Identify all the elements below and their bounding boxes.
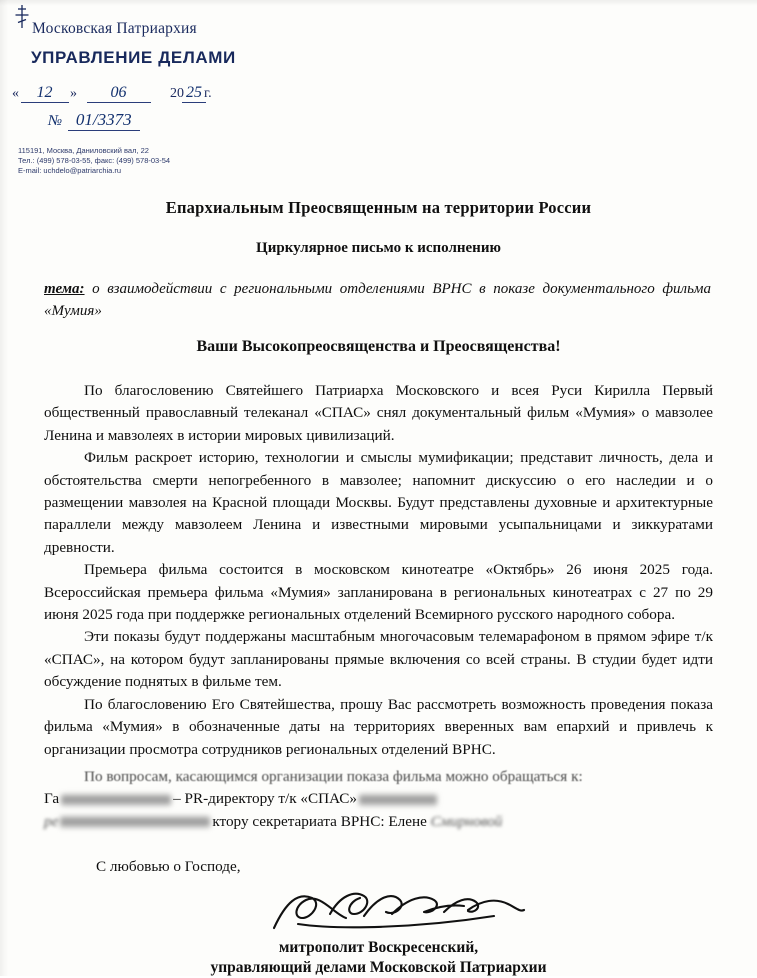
date-month-value: 06 (89, 84, 149, 102)
document-number-value: 01/3373 (70, 110, 138, 130)
department-name: УПРАВЛЕНИЕ ДЕЛАМИ (31, 48, 236, 67)
contact-name-start-2: ре (44, 812, 59, 830)
organization-name: Московская Патриархия (32, 20, 197, 37)
scan-shadow-top (0, 0, 757, 6)
paragraph-4: Эти показы будут поддержаны масштабным многочасовым телемарафоном в прямом эфире т/к «СПАС», на котором будут запланированы прямые включения со всей страны. В студии будет идти обсуждение поднятых в фильме тем. (44, 628, 713, 691)
closing-phrase: С любовью о Господе, (96, 858, 241, 875)
document-number-line (48, 110, 138, 130)
number-label: № (48, 113, 63, 129)
paragraph-3: Премьера фильма состоится в московском кинотеатре «Октябрь» 26 июня 2025 года. Всероссийская премьера фильма «Мумия» запланирована в региональных кинотеатрах с 27 по 29 июня 2025 года при поддержке региональных отделений Всемирного русского народного собора. (44, 561, 713, 624)
contact-role-2: ктору секретариата ВРНС: Елене (212, 812, 427, 830)
letterhead-address (18, 146, 170, 176)
redaction-bar (61, 794, 171, 806)
year-suffix: 25 (186, 84, 202, 101)
contact-surname: Смирновой (430, 812, 503, 830)
greeting: Ваши Высокопреосвященства и Преосвященства! (196, 338, 561, 355)
year-tail: г. (204, 86, 212, 101)
contact-line-2 (44, 788, 713, 810)
address-line-2: Тел.: (499) 578-03-55, факс: (499) 578-03-54 (18, 156, 171, 165)
address-line-1: 115191, Москва, Даниловский вал, 22 (18, 146, 149, 155)
address-line-3: E-mail: uchdelo@patriarchia.ru (18, 166, 122, 175)
contact-line-3 (44, 811, 713, 833)
handwritten-signature (268, 884, 528, 936)
redaction-bar (359, 794, 437, 806)
date-open-quote: « (12, 86, 19, 101)
paragraph-5: По благословению Его Святейшества, прошу Вас рассмотреть возможность проведения показа фильма «Мумия» в обозначенные даты на территориях вверенных вам епархий и привлечь к организации просмотра сотрудников региональных отделений ВРНС. (44, 695, 713, 758)
paragraph-1: По благословению Святейшего Патриарха Московского и всея Руси Кирилла Первый общественный православный телеканал «СПАС» снял документальный фильм «Мумия» о мавзолее Ленина и мавзолеях в истории мировых цивилизаций. (44, 382, 713, 444)
redaction-bar (60, 816, 210, 828)
date-day-value: 12 (23, 84, 67, 102)
signer-title-line1: митрополит Воскресенский, (278, 939, 479, 956)
year-prefix: 20 (170, 86, 184, 101)
document-type: Циркулярное письмо к исполнению (256, 240, 501, 256)
theme-text: о взаимодействии с региональными отделениями ВРНС в показе документального фильма «Мумия» (44, 281, 711, 319)
orthodox-cross-icon (14, 4, 28, 26)
scan-shadow-left (0, 0, 8, 976)
body-text (44, 380, 713, 761)
contact-line-1: По вопросам, касающимся организации показа фильма можно обращаться к: (84, 768, 583, 785)
theme-label: тема: (44, 281, 85, 297)
addressee-title: Епархиальным Преосвященным на территории России (165, 198, 592, 217)
theme-line (44, 278, 711, 322)
date-line (12, 84, 212, 102)
signer-block (0, 938, 757, 978)
signer-title-line2: управляющий делами Московской Патриархии (210, 959, 547, 976)
contact-role: – PR-директору т/к «СПАС» (173, 790, 358, 808)
contact-name-start: Га (44, 790, 60, 808)
contact-block (44, 766, 713, 833)
date-close-quote: » (70, 86, 77, 101)
paragraph-2: Фильм раскроет историю, технологии и смыслы мумификации; представит личность, дела и обстоятельства смерти непогребенного в мавзолее; напомнит дискуссию о его наследии и о размещении мавзолея на Красной площади Москвы. Будут представлены духовные и архитектурные параллели между мавзолеем Ленина и известными мировыми усыпальницами и зиккуратами древности. (44, 449, 713, 556)
